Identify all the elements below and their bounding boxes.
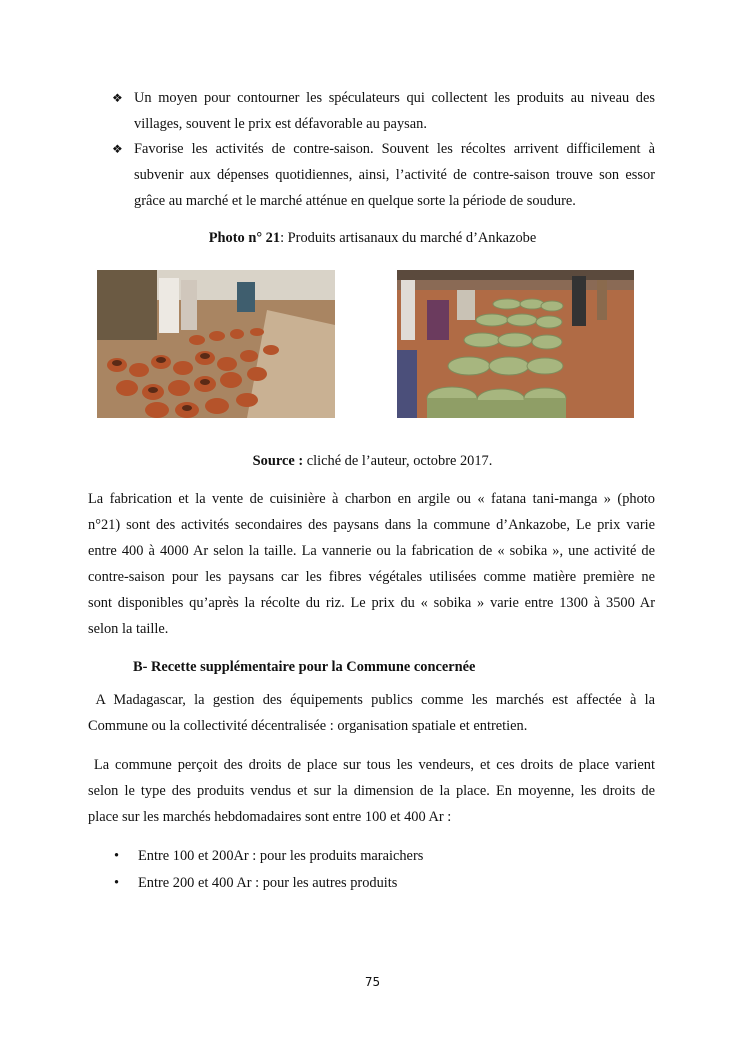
- section-heading: B- Recette supplémentaire pour la Commune concernée: [133, 659, 476, 675]
- photo-woven-baskets: [397, 270, 634, 418]
- photo-caption-text: : Produits artisanaux du marché d’Ankazobe: [280, 230, 537, 246]
- diamond-bullet-icon: ❖: [112, 142, 123, 156]
- bullet-item: Entre 200 et 400 Ar : pour les autres produits: [138, 875, 398, 891]
- paragraph-line: selon la taille.: [88, 621, 169, 637]
- source-text: cliché de l’auteur, octobre 2017.: [303, 453, 493, 469]
- paragraph-line: La commune perçoit des droits de place sur tous les vendeurs, et ces droits de place varient: [88, 757, 655, 773]
- photo-caption-label: Photo n° 21: [208, 230, 281, 246]
- paragraph-line: place sur les marchés hebdomadaires sont entre 100 et 400 Ar :: [88, 809, 452, 825]
- bullet-item: Entre 100 et 200Ar : pour les produits maraichers: [138, 848, 424, 864]
- paragraph-line: La fabrication et la vente de cuisinière à charbon en argile ou « fatana tani-manga » (photo: [88, 491, 655, 507]
- bullet-line: Un moyen pour contourner les spéculateurs qui collectent les produits au niveau des: [134, 90, 655, 106]
- photo-clay-stoves: [97, 270, 335, 418]
- bullet-line: Favorise les activités de contre-saison. Souvent les récoltes arrivent difficilement à: [134, 141, 655, 157]
- source-label: Source :: [252, 453, 304, 469]
- photo-caption: [0, 230, 745, 247]
- paragraph-line: selon le type des produits vendus et sur la dimension de la place. En moyenne, les droits de: [88, 783, 655, 799]
- paragraph-line: contre-saison pour les paysans car les fibres végétales utilisées comme matière première ne: [88, 569, 655, 585]
- bullet-dot-icon: •: [114, 875, 120, 891]
- diamond-bullet-icon: ❖: [112, 91, 123, 105]
- paragraph-line: sont disponibles qu’après la récolte du riz. Le prix du « sobika » varie entre 1300 à 3500 Ar: [88, 595, 655, 611]
- bullet-line: villages, souvent le prix est défavorable au paysan.: [134, 116, 427, 132]
- page-number: 75: [364, 975, 381, 989]
- bullet-dot-icon: •: [114, 848, 120, 864]
- paragraph-line: Commune ou la collectivité décentralisée : organisation spatiale et entretien.: [88, 718, 528, 734]
- photo-source: [0, 453, 745, 470]
- paragraph-line: entre 400 à 4000 Ar selon la taille. La vannerie ou la fabrication de « sobika », une activité de: [88, 543, 655, 559]
- bullet-line: grâce au marché et le marché atténue en quelque sorte la période de soudure.: [134, 193, 576, 209]
- bullet-line: subvenir aux dépenses quotidiennes, ainsi, l’activité de contre-saison trouve son essor: [134, 167, 655, 183]
- paragraph-line: A Madagascar, la gestion des équipements publics comme les marchés est affectée à la: [88, 692, 655, 708]
- paragraph-line: n°21) sont des activités secondaires des paysans dans la commune d’Ankazobe, Le prix varie: [88, 517, 655, 533]
